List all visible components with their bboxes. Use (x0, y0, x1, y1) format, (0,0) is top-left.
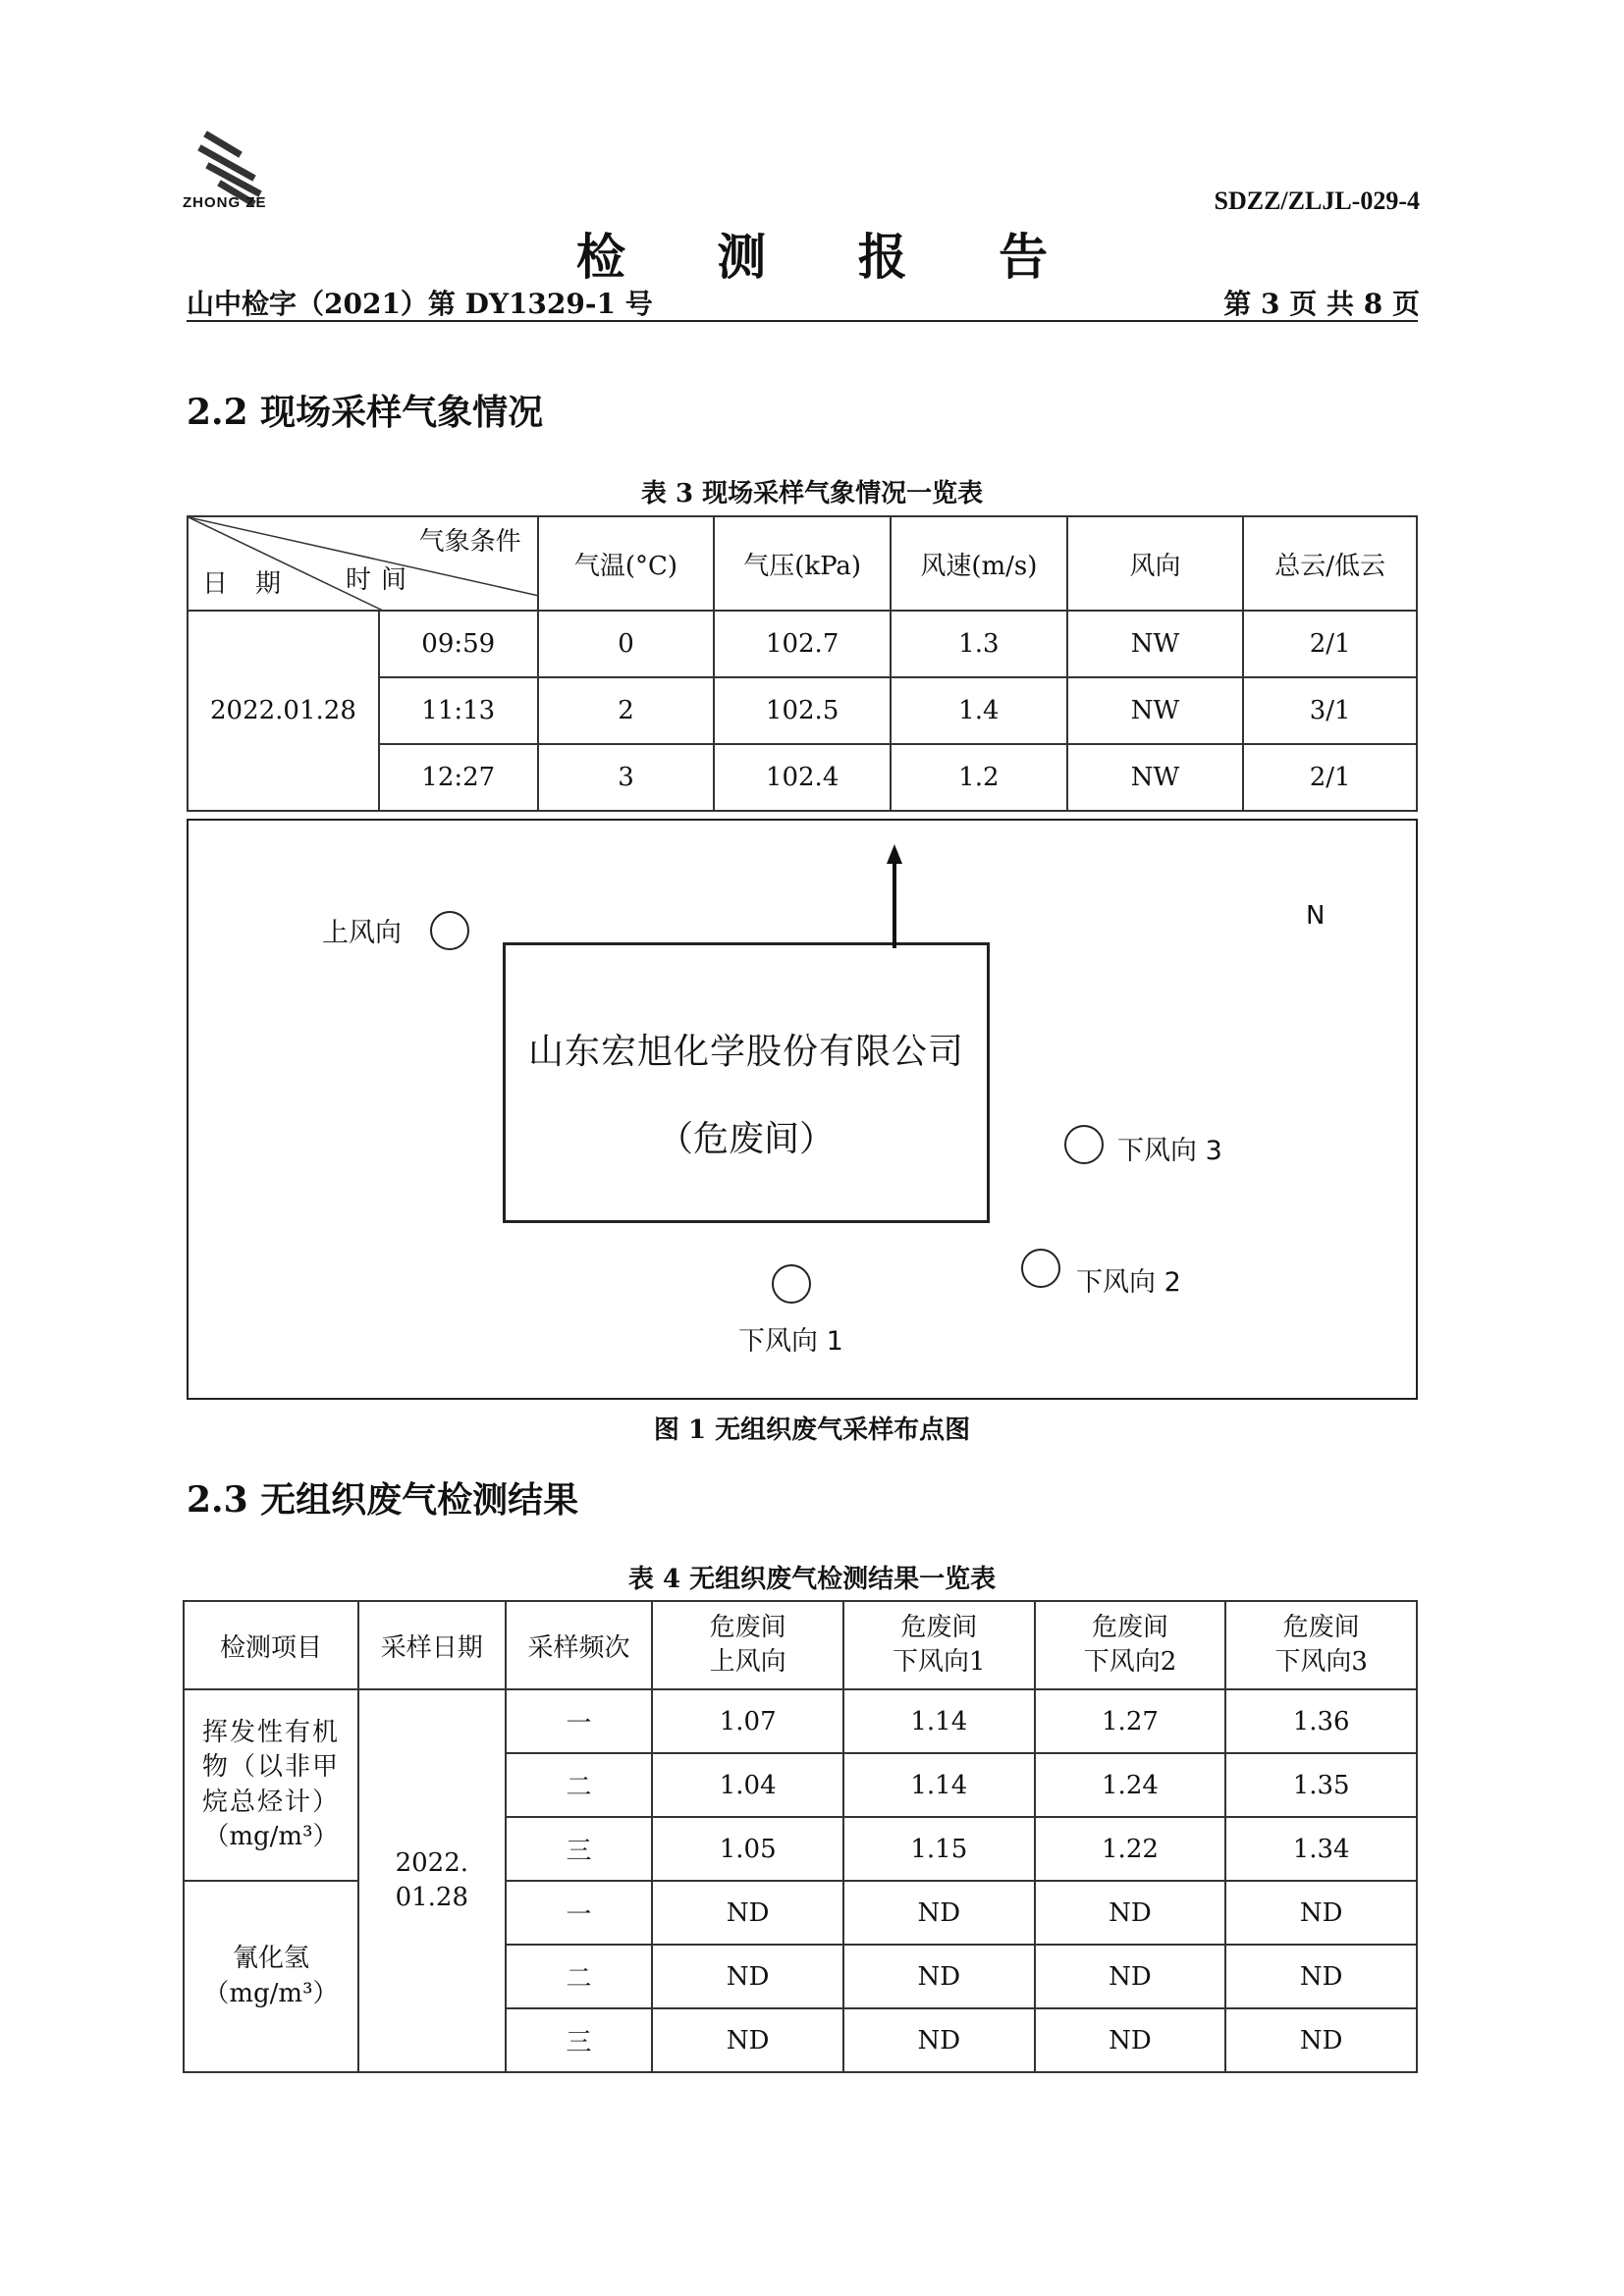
report-number: 山中检字（2021）第 DY1329-1 号 (187, 288, 653, 320)
item-vocs (184, 1689, 358, 1881)
sampling-layout-figure (187, 819, 1418, 1400)
temp-cell: 2 (538, 677, 715, 744)
temp-cell: 3 (538, 744, 715, 811)
temp-cell: 0 (538, 611, 715, 677)
value-cell: ND (843, 2008, 1035, 2072)
header-line: 危废间 (1091, 1612, 1168, 1642)
north-arrow-icon (880, 844, 909, 952)
pressure-cell: 102.5 (714, 677, 891, 744)
value-cell: 1.27 (1035, 1689, 1226, 1753)
logo-text: ZHONG ZE (183, 194, 267, 211)
header-line: 危废间 (709, 1612, 786, 1642)
value-cell: ND (1035, 1881, 1226, 1945)
value-cell: ND (843, 1945, 1035, 2008)
value-cell: ND (652, 2008, 843, 2072)
col-header-downwind-3 (1225, 1601, 1417, 1689)
value-cell: 1.07 (652, 1689, 843, 1753)
diag-header-date: 日期 (202, 569, 309, 599)
col-header-item: 检测项目 (184, 1601, 358, 1689)
wind-dir-cell: NW (1067, 611, 1244, 677)
item-unit: （mg/m³） (203, 1821, 339, 1851)
company-name: 山东宏旭化学股份有限公司 (527, 1032, 964, 1072)
value-cell: 1.34 (1225, 1817, 1417, 1881)
figure1-caption: 图 1 无组织废气采样布点图 (653, 1415, 971, 1445)
cloud-cell: 3/1 (1243, 677, 1417, 744)
building-name: （危废间） (657, 1119, 835, 1159)
downwind-3-point (1064, 1125, 1104, 1164)
upwind-label: 上风向 (322, 918, 402, 948)
upwind-point (430, 911, 469, 950)
item-line: 氰化氢 (232, 1944, 309, 1974)
table-row (188, 611, 1417, 677)
frequency-cell: 三 (506, 2008, 653, 2072)
item-line: 挥发性有机 (201, 1718, 340, 1748)
value-cell: ND (1225, 2008, 1417, 2072)
downwind-1-label: 下风向 1 (738, 1326, 843, 1357)
frequency-cell: 二 (506, 1753, 653, 1817)
frequency-cell: 三 (506, 1817, 653, 1881)
value-cell: 1.14 (843, 1689, 1035, 1753)
item-line: 物（以非甲 (201, 1752, 340, 1783)
table-row (184, 1689, 1417, 1753)
header-line: 下风向3 (1274, 1647, 1368, 1677)
item-unit: （mg/m³） (203, 1978, 339, 2008)
document-code: SDZZ/ZLJL-029-4 (1214, 187, 1420, 215)
section-heading-2-3: 2.3 无组织废气检测结果 (187, 1479, 579, 1521)
frequency-cell: 二 (506, 1945, 653, 2008)
emission-results-table (183, 1600, 1418, 2073)
north-label: N (1306, 901, 1326, 931)
downwind-1-point (772, 1264, 811, 1304)
header-line: 危废间 (900, 1612, 978, 1642)
col-header-upwind (652, 1601, 843, 1689)
section-heading-2-2: 2.2 现场采样气象情况 (187, 392, 544, 433)
value-cell: ND (1035, 1945, 1226, 2008)
downwind-2-point (1021, 1249, 1060, 1288)
header-line: 危废间 (1282, 1612, 1360, 1642)
col-header-temp: 气温(°C) (538, 516, 715, 611)
value-cell: ND (1225, 1945, 1417, 2008)
pressure-cell: 102.4 (714, 744, 891, 811)
value-cell: ND (1035, 2008, 1226, 2072)
header-line: 上风向 (709, 1647, 786, 1677)
date-line: 01.28 (395, 1883, 468, 1912)
value-cell: 1.35 (1225, 1753, 1417, 1817)
frequency-cell: 一 (506, 1689, 653, 1753)
value-cell: 1.22 (1035, 1817, 1226, 1881)
report-title: 检 测 报 告 (575, 228, 1086, 286)
diag-header-time: 时间 (346, 565, 417, 595)
date-line: 2022. (395, 1847, 468, 1878)
value-cell: 1.24 (1035, 1753, 1226, 1817)
col-header-frequency: 采样频次 (506, 1601, 653, 1689)
wind-speed-cell: 1.2 (891, 744, 1067, 811)
time-cell: 12:27 (379, 744, 538, 811)
col-header-wind-dir: 风向 (1067, 516, 1244, 611)
sampling-date: 2022.01.28 (188, 611, 379, 811)
site-building (503, 942, 990, 1223)
table3-caption: 表 3 现场采样气象情况一览表 (640, 479, 984, 508)
frequency-cell: 一 (506, 1881, 653, 1945)
cloud-cell: 2/1 (1243, 744, 1417, 811)
pressure-cell: 102.7 (714, 611, 891, 677)
value-cell: ND (652, 1945, 843, 2008)
item-hcn (184, 1881, 358, 2072)
time-cell: 09:59 (379, 611, 538, 677)
value-cell: 1.04 (652, 1753, 843, 1817)
value-cell: 1.36 (1225, 1689, 1417, 1753)
time-cell: 11:13 (379, 677, 538, 744)
value-cell: ND (652, 1881, 843, 1945)
header-divider (187, 320, 1418, 322)
col-header-date: 采样日期 (358, 1601, 506, 1689)
wind-dir-cell: NW (1067, 677, 1244, 744)
wind-dir-cell: NW (1067, 744, 1244, 811)
item-line: 烷总烃计） (201, 1787, 340, 1817)
value-cell: 1.14 (843, 1753, 1035, 1817)
diagonal-header-cell (188, 516, 538, 611)
value-cell: 1.05 (652, 1817, 843, 1881)
col-header-downwind-2 (1035, 1601, 1226, 1689)
col-header-pressure: 气压(kPa) (714, 516, 891, 611)
page-number: 第 3 页 共 8 页 (1223, 288, 1420, 320)
weather-table (187, 515, 1418, 812)
col-header-cloud: 总云/低云 (1243, 516, 1417, 611)
downwind-3-label: 下风向 3 (1117, 1136, 1222, 1166)
downwind-2-label: 下风向 2 (1076, 1267, 1181, 1298)
col-header-wind-speed: 风速(m/s) (891, 516, 1067, 611)
value-cell: ND (1225, 1881, 1417, 1945)
col-header-downwind-1 (843, 1601, 1035, 1689)
value-cell: 1.15 (843, 1817, 1035, 1881)
header-line: 下风向1 (893, 1647, 986, 1677)
header-line: 下风向2 (1083, 1647, 1177, 1677)
diag-header-top: 气象条件 (418, 527, 521, 557)
table4-caption: 表 4 无组织废气检测结果一览表 (627, 1565, 997, 1594)
wind-speed-cell: 1.3 (891, 611, 1067, 677)
cloud-cell: 2/1 (1243, 611, 1417, 677)
wind-speed-cell: 1.4 (891, 677, 1067, 744)
sampling-date (358, 1689, 506, 2072)
value-cell: ND (843, 1881, 1035, 1945)
